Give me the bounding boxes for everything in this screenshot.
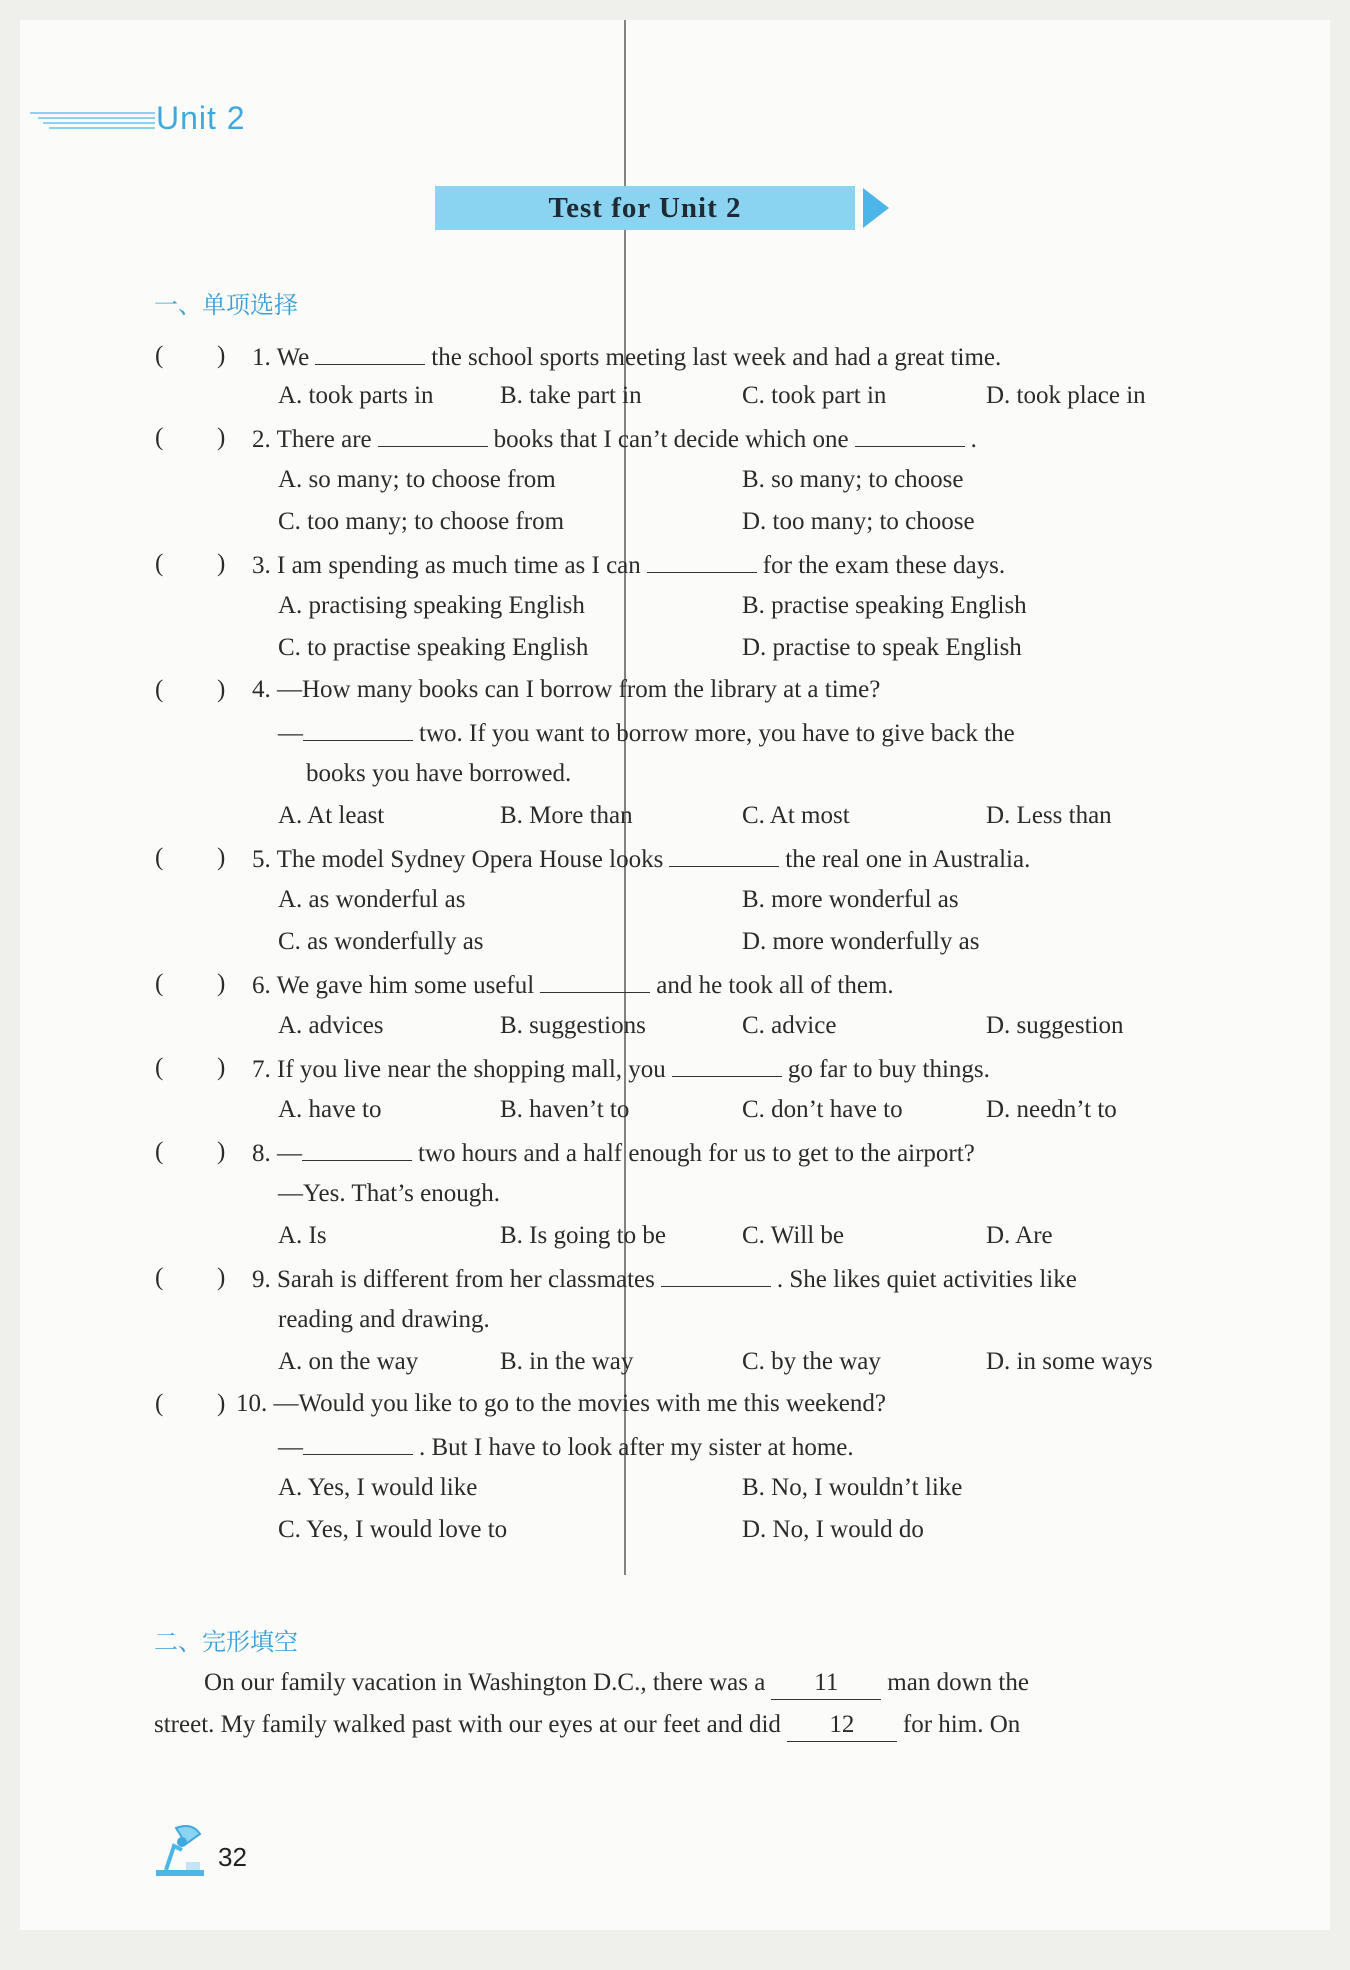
- answer-blank[interactable]: [378, 422, 488, 447]
- question-6: [252, 968, 894, 1002]
- question-text: There are: [276, 426, 372, 453]
- option-d: D. too many; to choose: [742, 508, 975, 535]
- question-number: 10.: [236, 1390, 268, 1417]
- option-c: C. too many; to choose from: [278, 508, 565, 535]
- answer-paren-open: (: [155, 676, 164, 703]
- answer-blank[interactable]: [302, 1136, 412, 1161]
- answer-blank[interactable]: [540, 968, 650, 993]
- question-text: go far to buy things.: [787, 1056, 990, 1083]
- page: [20, 20, 1330, 1930]
- option-a: A. on the way: [278, 1348, 419, 1375]
- cloze-text: On our family vacation in Washington D.C., there was a: [204, 1669, 766, 1696]
- question-number: 9.: [252, 1266, 271, 1293]
- answer-blank[interactable]: [315, 340, 425, 365]
- question-3: [252, 548, 1005, 582]
- answer-paren-close: ): [217, 424, 226, 451]
- option-a: A. so many; to choose from: [278, 466, 556, 493]
- option-d: D. No, I would do: [742, 1516, 924, 1543]
- option-d: D. more wonderfully as: [742, 928, 980, 955]
- question-9-line-2: reading and drawing.: [278, 1306, 490, 1333]
- option-a: A. have to: [278, 1096, 382, 1123]
- banner-arrow-icon: [863, 188, 889, 228]
- section-title-1: 一、单项选择: [154, 291, 298, 319]
- option-a: A. took parts in: [278, 382, 434, 409]
- answer-blank[interactable]: [647, 548, 757, 573]
- question-5: [252, 842, 1030, 876]
- cloze-line-1: [204, 1667, 1029, 1700]
- question-9: [252, 1262, 1077, 1296]
- option-b: B. more wonderful as: [742, 886, 959, 913]
- option-b: B. More than: [500, 802, 633, 829]
- option-c: C. At most: [742, 802, 850, 829]
- answer-paren-open: (: [155, 970, 164, 997]
- question-text: two. If you want to borrow more, you have to give back the: [419, 720, 1015, 747]
- option-b: B. practise speaking English: [742, 592, 1027, 619]
- question-text: —: [278, 1434, 303, 1461]
- answer-paren-open: (: [155, 1390, 164, 1417]
- page-number: 32: [218, 1842, 247, 1872]
- option-b: B. No, I wouldn’t like: [742, 1474, 963, 1501]
- question-7: [252, 1052, 990, 1086]
- question-text: books that I can’t decide which one: [493, 426, 849, 453]
- question-1: [252, 340, 1001, 374]
- option-b: B. take part in: [500, 382, 642, 409]
- unit-header: [20, 90, 320, 150]
- cloze-text: for him. On: [902, 1711, 1021, 1738]
- section-title-2: 二、完形填空: [154, 1628, 298, 1656]
- answer-paren-open: (: [155, 550, 164, 577]
- question-10: [236, 1388, 886, 1420]
- answer-paren-open: (: [155, 1054, 164, 1081]
- option-d: D. suggestion: [986, 1012, 1124, 1039]
- answer-paren-open: (: [155, 342, 164, 369]
- question-text: The model Sydney Opera House looks: [276, 846, 664, 873]
- question-text: the school sports meeting last week and had a great time.: [431, 344, 1002, 371]
- answer-paren-open: (: [155, 844, 164, 871]
- option-d: D. Are: [986, 1222, 1053, 1249]
- question-4: [252, 674, 880, 706]
- answer-paren-close: ): [217, 1390, 226, 1417]
- header-lines-decoration: [30, 112, 155, 130]
- answer-paren-close: ): [217, 550, 226, 577]
- question-text: .: [970, 426, 977, 453]
- answer-blank[interactable]: [303, 716, 413, 741]
- question-text: two hours and a half enough for us to get to the airport?: [418, 1140, 975, 1167]
- question-text: . But I have to look after my sister at home.: [419, 1434, 854, 1461]
- answer-blank[interactable]: [303, 1430, 413, 1455]
- option-a: A. as wonderful as: [278, 886, 466, 913]
- question-text: I am spending as much time as I can: [277, 552, 641, 579]
- option-c: C. advice: [742, 1012, 837, 1039]
- question-number: 3.: [252, 552, 271, 579]
- question-text: —: [277, 1140, 302, 1167]
- answer-paren-close: ): [217, 844, 226, 871]
- question-number: 2.: [252, 426, 271, 453]
- question-text: If you live near the shopping mall, you: [277, 1056, 666, 1083]
- option-b: B. haven’t to: [500, 1096, 630, 1123]
- question-text: the real one in Australia.: [785, 846, 1031, 873]
- option-d: D. in some ways: [986, 1348, 1153, 1375]
- answer-blank[interactable]: [855, 422, 965, 447]
- option-a: A. advices: [278, 1012, 384, 1039]
- cloze-line-2: [154, 1709, 1020, 1742]
- option-a: A. practising speaking English: [278, 592, 585, 619]
- question-text: —How many books can I borrow from the library at a time?: [277, 676, 881, 703]
- question-text: We: [276, 344, 310, 371]
- test-title-banner: [435, 186, 895, 230]
- answer-paren-open: (: [155, 1138, 164, 1165]
- question-number: 7.: [252, 1056, 271, 1083]
- question-text: —Would you like to go to the movies with me this weekend?: [273, 1390, 886, 1417]
- question-10-line-2: [278, 1430, 854, 1464]
- option-c: C. Will be: [742, 1222, 845, 1249]
- option-d: D. needn’t to: [986, 1096, 1117, 1123]
- answer-paren-close: ): [217, 676, 226, 703]
- answer-paren-close: ): [217, 1264, 226, 1291]
- option-c: C. Yes, I would love to: [278, 1516, 508, 1543]
- option-d: D. took place in: [986, 382, 1146, 409]
- answer-paren-open: (: [155, 1264, 164, 1291]
- cloze-blank-12[interactable]: 12: [787, 1709, 897, 1742]
- answer-paren-close: ): [217, 1054, 226, 1081]
- cloze-blank-11[interactable]: 11: [771, 1667, 881, 1700]
- option-b: B. suggestions: [500, 1012, 646, 1039]
- option-c: C. to practise speaking English: [278, 634, 589, 661]
- cloze-text: street. My family walked past with our eyes at our feet and did: [154, 1711, 781, 1738]
- unit-title: Unit 2: [156, 100, 246, 136]
- question-4-line-2: [278, 716, 1015, 750]
- option-a: A. Is: [278, 1222, 327, 1249]
- question-text: and he took all of them.: [656, 972, 894, 999]
- question-number: 1.: [252, 344, 271, 371]
- answer-paren-open: (: [155, 424, 164, 451]
- question-text: We gave him some useful: [276, 972, 535, 999]
- answer-paren-close: ): [217, 970, 226, 997]
- option-a: A. At least: [278, 802, 385, 829]
- question-number: 4.: [252, 676, 271, 703]
- answer-paren-close: ): [217, 1138, 226, 1165]
- answer-blank[interactable]: [661, 1262, 771, 1287]
- option-a: A. Yes, I would like: [278, 1474, 478, 1501]
- question-number: 8.: [252, 1140, 271, 1167]
- question-text: —: [278, 720, 303, 747]
- option-d: D. practise to speak English: [742, 634, 1022, 661]
- option-b: B. so many; to choose: [742, 466, 964, 493]
- question-8: [252, 1136, 975, 1170]
- option-b: B. Is going to be: [500, 1222, 666, 1249]
- option-c: C. by the way: [742, 1348, 881, 1375]
- question-4-line-3: books you have borrowed.: [306, 760, 572, 787]
- option-c: C. as wonderfully as: [278, 928, 484, 955]
- question-number: 5.: [252, 846, 271, 873]
- question-8-line-2: —Yes. That’s enough.: [278, 1180, 501, 1207]
- option-b: B. in the way: [500, 1348, 634, 1375]
- option-c: C. don’t have to: [742, 1096, 903, 1123]
- answer-blank[interactable]: [669, 842, 779, 867]
- cloze-text: man down the: [887, 1669, 1029, 1696]
- question-text: for the exam these days.: [762, 552, 1006, 579]
- question-text: . She likes quiet activities like: [776, 1266, 1077, 1293]
- question-text: Sarah is different from her classmates: [277, 1266, 655, 1293]
- desk-lamp-icon: [152, 1820, 208, 1878]
- test-title: Test for Unit 2: [548, 192, 742, 224]
- answer-paren-close: ): [217, 342, 226, 369]
- question-number: 6.: [252, 972, 271, 999]
- option-c: C. took part in: [742, 382, 887, 409]
- question-2: [252, 422, 977, 456]
- page-fold-line: [624, 20, 626, 1575]
- answer-blank[interactable]: [672, 1052, 782, 1077]
- option-d: D. Less than: [986, 802, 1112, 829]
